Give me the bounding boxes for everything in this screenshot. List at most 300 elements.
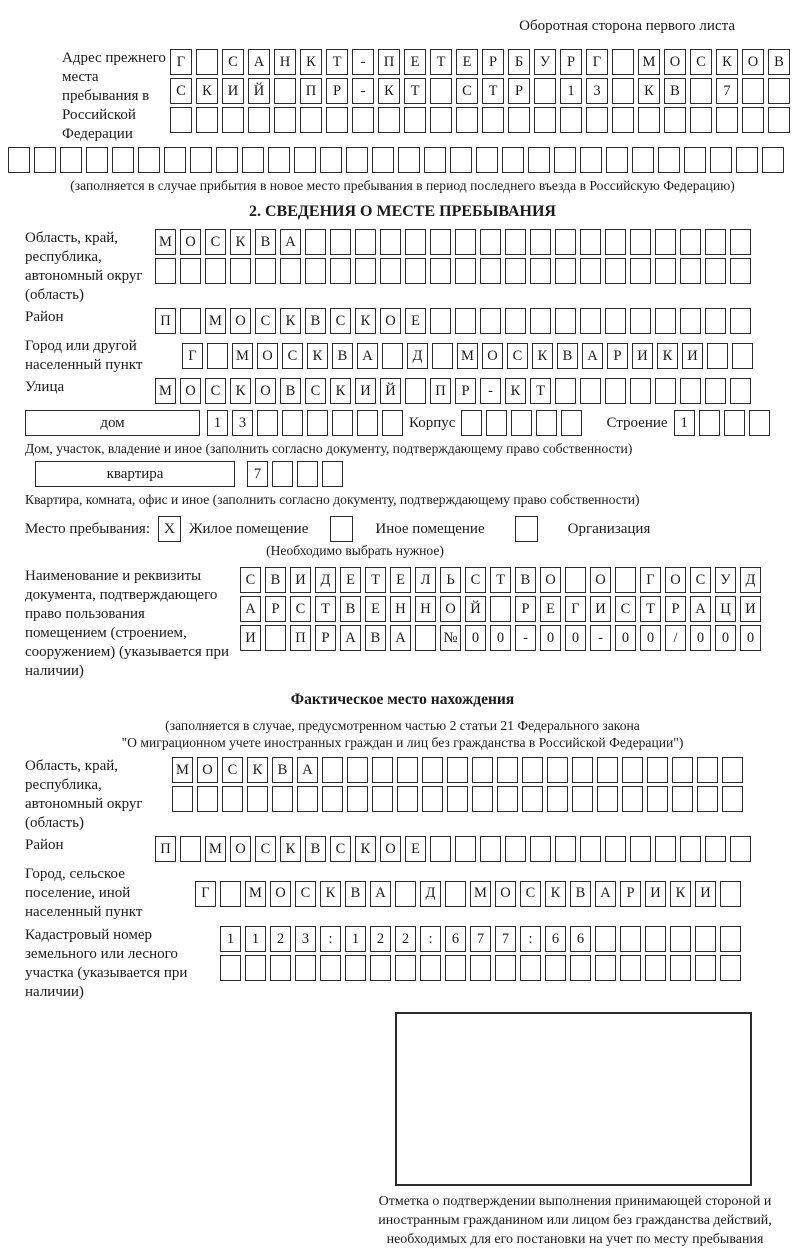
char-cell[interactable] bbox=[605, 378, 626, 404]
char-cell[interactable] bbox=[505, 308, 526, 334]
char-cell[interactable] bbox=[355, 229, 376, 255]
char-cell[interactable]: С bbox=[255, 308, 276, 334]
char-cell[interactable] bbox=[555, 258, 576, 284]
char-cell[interactable] bbox=[352, 107, 374, 133]
char-cell[interactable]: - bbox=[352, 49, 374, 75]
char-cell[interactable] bbox=[586, 107, 608, 133]
char-cell[interactable] bbox=[597, 786, 618, 812]
char-cell[interactable] bbox=[430, 836, 451, 862]
char-cell[interactable] bbox=[597, 757, 618, 783]
char-cell[interactable] bbox=[138, 147, 160, 173]
char-cell[interactable] bbox=[380, 258, 401, 284]
char-cell[interactable]: К bbox=[320, 881, 341, 907]
char-cell[interactable] bbox=[455, 308, 476, 334]
char-cell[interactable]: А bbox=[390, 625, 411, 651]
char-cell[interactable] bbox=[622, 786, 643, 812]
char-cell[interactable]: Т bbox=[482, 78, 504, 104]
char-cell[interactable]: П bbox=[300, 78, 322, 104]
char-cell[interactable] bbox=[530, 229, 551, 255]
char-cell[interactable] bbox=[326, 107, 348, 133]
char-cell[interactable]: И bbox=[355, 378, 376, 404]
char-cell[interactable] bbox=[445, 881, 466, 907]
char-cell[interactable] bbox=[430, 107, 452, 133]
char-cell[interactable]: И bbox=[290, 567, 311, 593]
char-cell[interactable]: В bbox=[664, 78, 686, 104]
char-cell[interactable] bbox=[370, 955, 391, 981]
char-cell[interactable] bbox=[205, 258, 226, 284]
char-cell[interactable] bbox=[355, 258, 376, 284]
char-cell[interactable] bbox=[155, 258, 176, 284]
char-cell[interactable] bbox=[8, 147, 30, 173]
checkbox-organization[interactable] bbox=[515, 516, 538, 542]
char-cell[interactable]: И bbox=[645, 881, 666, 907]
char-cell[interactable]: Т bbox=[404, 78, 426, 104]
char-cell[interactable]: Г bbox=[182, 343, 203, 369]
char-cell[interactable]: 3 bbox=[295, 926, 316, 952]
char-cell[interactable]: С bbox=[465, 567, 486, 593]
char-cell[interactable]: С bbox=[507, 343, 528, 369]
char-cell[interactable]: 7 bbox=[247, 461, 268, 487]
char-cell[interactable] bbox=[397, 757, 418, 783]
char-cell[interactable]: В bbox=[265, 567, 286, 593]
char-cell[interactable] bbox=[495, 955, 516, 981]
char-cell[interactable] bbox=[630, 258, 651, 284]
char-cell[interactable]: С bbox=[520, 881, 541, 907]
char-cell[interactable]: В bbox=[332, 343, 353, 369]
char-cell[interactable] bbox=[447, 786, 468, 812]
char-cell[interactable]: 0 bbox=[465, 625, 486, 651]
char-cell[interactable]: О bbox=[180, 229, 201, 255]
char-cell[interactable]: С bbox=[330, 836, 351, 862]
char-cell[interactable]: Е bbox=[456, 49, 478, 75]
char-cell[interactable] bbox=[762, 147, 784, 173]
char-cell[interactable]: 0 bbox=[690, 625, 711, 651]
char-cell[interactable] bbox=[684, 147, 706, 173]
char-cell[interactable] bbox=[382, 343, 403, 369]
house-type-box[interactable]: дом bbox=[25, 410, 200, 436]
char-cell[interactable]: В bbox=[557, 343, 578, 369]
char-cell[interactable] bbox=[742, 107, 764, 133]
char-cell[interactable] bbox=[430, 78, 452, 104]
char-cell[interactable]: М bbox=[457, 343, 478, 369]
char-cell[interactable]: : bbox=[320, 926, 341, 952]
char-cell[interactable]: К bbox=[330, 378, 351, 404]
char-cell[interactable] bbox=[372, 786, 393, 812]
char-cell[interactable] bbox=[680, 378, 701, 404]
char-cell[interactable]: А bbox=[280, 229, 301, 255]
char-cell[interactable] bbox=[570, 955, 591, 981]
char-cell[interactable] bbox=[415, 625, 436, 651]
char-cell[interactable]: А bbox=[582, 343, 603, 369]
char-cell[interactable] bbox=[680, 229, 701, 255]
char-cell[interactable]: Л bbox=[415, 567, 436, 593]
char-cell[interactable] bbox=[347, 757, 368, 783]
char-cell[interactable]: 7 bbox=[470, 926, 491, 952]
char-cell[interactable] bbox=[255, 258, 276, 284]
char-cell[interactable] bbox=[455, 258, 476, 284]
char-cell[interactable]: Й bbox=[248, 78, 270, 104]
char-cell[interactable]: С bbox=[205, 378, 226, 404]
char-cell[interactable] bbox=[658, 147, 680, 173]
char-cell[interactable] bbox=[730, 836, 751, 862]
char-cell[interactable] bbox=[730, 308, 751, 334]
char-cell[interactable]: А bbox=[370, 881, 391, 907]
char-cell[interactable] bbox=[680, 258, 701, 284]
char-cell[interactable]: О bbox=[590, 567, 611, 593]
char-cell[interactable] bbox=[405, 229, 426, 255]
char-cell[interactable]: П bbox=[430, 378, 451, 404]
char-cell[interactable]: В bbox=[305, 836, 326, 862]
char-cell[interactable] bbox=[528, 147, 550, 173]
char-cell[interactable]: В bbox=[255, 229, 276, 255]
char-cell[interactable]: / bbox=[665, 625, 686, 651]
char-cell[interactable] bbox=[530, 258, 551, 284]
char-cell[interactable] bbox=[730, 378, 751, 404]
char-cell[interactable] bbox=[555, 229, 576, 255]
char-cell[interactable] bbox=[472, 786, 493, 812]
char-cell[interactable] bbox=[632, 147, 654, 173]
char-cell[interactable]: О bbox=[495, 881, 516, 907]
char-cell[interactable] bbox=[705, 378, 726, 404]
char-cell[interactable] bbox=[722, 786, 743, 812]
char-cell[interactable] bbox=[522, 757, 543, 783]
char-cell[interactable]: С bbox=[282, 343, 303, 369]
char-cell[interactable]: О bbox=[540, 567, 561, 593]
char-cell[interactable]: М bbox=[470, 881, 491, 907]
char-cell[interactable]: М bbox=[155, 229, 176, 255]
char-cell[interactable] bbox=[295, 955, 316, 981]
char-cell[interactable] bbox=[247, 786, 268, 812]
char-cell[interactable] bbox=[690, 78, 712, 104]
char-cell[interactable] bbox=[655, 229, 676, 255]
char-cell[interactable] bbox=[638, 107, 660, 133]
char-cell[interactable]: Т bbox=[530, 378, 551, 404]
char-cell[interactable] bbox=[332, 410, 353, 436]
char-cell[interactable] bbox=[768, 107, 790, 133]
char-cell[interactable] bbox=[180, 308, 201, 334]
char-cell[interactable]: К bbox=[638, 78, 660, 104]
char-cell[interactable] bbox=[705, 308, 726, 334]
char-cell[interactable]: О bbox=[380, 836, 401, 862]
char-cell[interactable] bbox=[672, 786, 693, 812]
char-cell[interactable]: В bbox=[272, 757, 293, 783]
char-cell[interactable]: К bbox=[355, 836, 376, 862]
char-cell[interactable]: О bbox=[230, 308, 251, 334]
char-cell[interactable] bbox=[470, 955, 491, 981]
char-cell[interactable] bbox=[320, 147, 342, 173]
char-cell[interactable] bbox=[742, 78, 764, 104]
char-cell[interactable] bbox=[655, 836, 676, 862]
char-cell[interactable] bbox=[560, 107, 582, 133]
char-cell[interactable]: Н bbox=[415, 596, 436, 622]
char-cell[interactable] bbox=[86, 147, 108, 173]
char-cell[interactable] bbox=[207, 343, 228, 369]
char-cell[interactable] bbox=[612, 49, 634, 75]
char-cell[interactable] bbox=[405, 258, 426, 284]
char-cell[interactable] bbox=[511, 410, 532, 436]
char-cell[interactable] bbox=[645, 926, 666, 952]
char-cell[interactable] bbox=[672, 757, 693, 783]
char-cell[interactable] bbox=[322, 461, 343, 487]
char-cell[interactable] bbox=[722, 757, 743, 783]
char-cell[interactable] bbox=[670, 926, 691, 952]
char-cell[interactable]: К bbox=[280, 836, 301, 862]
char-cell[interactable] bbox=[455, 836, 476, 862]
char-cell[interactable] bbox=[705, 258, 726, 284]
char-cell[interactable] bbox=[172, 786, 193, 812]
char-cell[interactable]: К bbox=[196, 78, 218, 104]
char-cell[interactable] bbox=[720, 955, 741, 981]
char-cell[interactable]: 6 bbox=[445, 926, 466, 952]
char-cell[interactable]: Г bbox=[586, 49, 608, 75]
char-cell[interactable] bbox=[622, 757, 643, 783]
char-cell[interactable]: М bbox=[155, 378, 176, 404]
char-cell[interactable]: О bbox=[270, 881, 291, 907]
char-cell[interactable] bbox=[480, 229, 501, 255]
char-cell[interactable] bbox=[230, 258, 251, 284]
char-cell[interactable] bbox=[455, 229, 476, 255]
char-cell[interactable]: Р bbox=[482, 49, 504, 75]
char-cell[interactable] bbox=[307, 410, 328, 436]
char-cell[interactable]: Н bbox=[274, 49, 296, 75]
char-cell[interactable]: М bbox=[232, 343, 253, 369]
char-cell[interactable] bbox=[768, 78, 790, 104]
char-cell[interactable]: П bbox=[155, 836, 176, 862]
char-cell[interactable] bbox=[297, 461, 318, 487]
char-cell[interactable]: - bbox=[352, 78, 374, 104]
char-cell[interactable]: Й bbox=[465, 596, 486, 622]
char-cell[interactable] bbox=[555, 308, 576, 334]
char-cell[interactable]: О bbox=[257, 343, 278, 369]
char-cell[interactable]: О bbox=[180, 378, 201, 404]
char-cell[interactable] bbox=[430, 229, 451, 255]
char-cell[interactable]: Р bbox=[665, 596, 686, 622]
char-cell[interactable] bbox=[480, 836, 501, 862]
apartment-type-box[interactable]: квартира bbox=[35, 461, 235, 487]
char-cell[interactable] bbox=[322, 786, 343, 812]
char-cell[interactable]: О bbox=[380, 308, 401, 334]
char-cell[interactable] bbox=[378, 107, 400, 133]
char-cell[interactable] bbox=[620, 955, 641, 981]
char-cell[interactable]: 0 bbox=[565, 625, 586, 651]
char-cell[interactable] bbox=[305, 258, 326, 284]
char-cell[interactable]: - bbox=[590, 625, 611, 651]
char-cell[interactable] bbox=[680, 308, 701, 334]
char-cell[interactable] bbox=[536, 410, 557, 436]
char-cell[interactable]: К bbox=[300, 49, 322, 75]
char-cell[interactable] bbox=[330, 229, 351, 255]
char-cell[interactable] bbox=[595, 926, 616, 952]
char-cell[interactable]: К bbox=[670, 881, 691, 907]
char-cell[interactable] bbox=[461, 410, 482, 436]
char-cell[interactable] bbox=[274, 107, 296, 133]
char-cell[interactable] bbox=[480, 308, 501, 334]
char-cell[interactable] bbox=[530, 836, 551, 862]
char-cell[interactable]: 6 bbox=[545, 926, 566, 952]
char-cell[interactable] bbox=[561, 410, 582, 436]
char-cell[interactable]: С bbox=[305, 378, 326, 404]
char-cell[interactable] bbox=[630, 378, 651, 404]
char-cell[interactable]: Р bbox=[455, 378, 476, 404]
char-cell[interactable]: В bbox=[515, 567, 536, 593]
checkbox-residential[interactable]: X bbox=[158, 516, 181, 542]
char-cell[interactable] bbox=[505, 836, 526, 862]
char-cell[interactable] bbox=[395, 955, 416, 981]
char-cell[interactable]: 0 bbox=[615, 625, 636, 651]
char-cell[interactable] bbox=[620, 926, 641, 952]
char-cell[interactable]: У bbox=[534, 49, 556, 75]
char-cell[interactable]: В bbox=[305, 308, 326, 334]
char-cell[interactable] bbox=[522, 786, 543, 812]
char-cell[interactable]: С bbox=[290, 596, 311, 622]
char-cell[interactable] bbox=[655, 308, 676, 334]
char-cell[interactable] bbox=[697, 786, 718, 812]
char-cell[interactable] bbox=[490, 596, 511, 622]
char-cell[interactable]: О bbox=[197, 757, 218, 783]
char-cell[interactable]: № bbox=[440, 625, 461, 651]
char-cell[interactable]: 3 bbox=[586, 78, 608, 104]
char-cell[interactable] bbox=[190, 147, 212, 173]
char-cell[interactable] bbox=[60, 147, 82, 173]
char-cell[interactable]: К bbox=[247, 757, 268, 783]
char-cell[interactable] bbox=[222, 107, 244, 133]
char-cell[interactable] bbox=[612, 107, 634, 133]
char-cell[interactable]: - bbox=[480, 378, 501, 404]
char-cell[interactable]: С bbox=[170, 78, 192, 104]
char-cell[interactable] bbox=[505, 229, 526, 255]
char-cell[interactable]: 1 bbox=[220, 926, 241, 952]
char-cell[interactable] bbox=[170, 107, 192, 133]
char-cell[interactable] bbox=[430, 308, 451, 334]
char-cell[interactable]: О bbox=[482, 343, 503, 369]
char-cell[interactable] bbox=[647, 757, 668, 783]
char-cell[interactable]: П bbox=[290, 625, 311, 651]
char-cell[interactable]: 2 bbox=[395, 926, 416, 952]
char-cell[interactable] bbox=[268, 147, 290, 173]
char-cell[interactable] bbox=[695, 926, 716, 952]
char-cell[interactable]: Ц bbox=[715, 596, 736, 622]
char-cell[interactable]: С bbox=[690, 49, 712, 75]
char-cell[interactable] bbox=[34, 147, 56, 173]
char-cell[interactable] bbox=[482, 107, 504, 133]
char-cell[interactable]: М bbox=[205, 836, 226, 862]
char-cell[interactable]: П bbox=[378, 49, 400, 75]
char-cell[interactable]: Р bbox=[508, 78, 530, 104]
char-cell[interactable]: И bbox=[682, 343, 703, 369]
char-cell[interactable]: 3 bbox=[232, 410, 253, 436]
char-cell[interactable] bbox=[395, 881, 416, 907]
char-cell[interactable]: Р bbox=[315, 625, 336, 651]
char-cell[interactable]: И bbox=[632, 343, 653, 369]
char-cell[interactable]: Е bbox=[405, 308, 426, 334]
char-cell[interactable] bbox=[645, 955, 666, 981]
char-cell[interactable] bbox=[447, 757, 468, 783]
char-cell[interactable] bbox=[430, 258, 451, 284]
char-cell[interactable] bbox=[580, 258, 601, 284]
char-cell[interactable] bbox=[705, 836, 726, 862]
char-cell[interactable] bbox=[322, 757, 343, 783]
char-cell[interactable]: Т bbox=[365, 567, 386, 593]
char-cell[interactable] bbox=[534, 107, 556, 133]
char-cell[interactable] bbox=[486, 410, 507, 436]
char-cell[interactable]: К bbox=[280, 308, 301, 334]
char-cell[interactable] bbox=[647, 786, 668, 812]
char-cell[interactable] bbox=[382, 410, 403, 436]
char-cell[interactable]: Р bbox=[607, 343, 628, 369]
char-cell[interactable] bbox=[272, 786, 293, 812]
char-cell[interactable]: О bbox=[742, 49, 764, 75]
char-cell[interactable] bbox=[606, 147, 628, 173]
char-cell[interactable] bbox=[320, 955, 341, 981]
char-cell[interactable] bbox=[554, 147, 576, 173]
char-cell[interactable] bbox=[630, 229, 651, 255]
char-cell[interactable]: М bbox=[245, 881, 266, 907]
char-cell[interactable]: М bbox=[638, 49, 660, 75]
char-cell[interactable]: К bbox=[378, 78, 400, 104]
char-cell[interactable] bbox=[605, 258, 626, 284]
char-cell[interactable] bbox=[664, 107, 686, 133]
char-cell[interactable]: С bbox=[690, 567, 711, 593]
char-cell[interactable]: Е bbox=[540, 596, 561, 622]
char-cell[interactable]: О bbox=[255, 378, 276, 404]
char-cell[interactable] bbox=[605, 308, 626, 334]
char-cell[interactable]: О bbox=[665, 567, 686, 593]
char-cell[interactable] bbox=[630, 836, 651, 862]
char-cell[interactable]: Д bbox=[407, 343, 428, 369]
char-cell[interactable] bbox=[530, 308, 551, 334]
char-cell[interactable]: Р bbox=[326, 78, 348, 104]
char-cell[interactable] bbox=[547, 786, 568, 812]
char-cell[interactable] bbox=[445, 955, 466, 981]
char-cell[interactable]: К bbox=[355, 308, 376, 334]
char-cell[interactable] bbox=[248, 107, 270, 133]
char-cell[interactable] bbox=[572, 786, 593, 812]
char-cell[interactable]: : bbox=[520, 926, 541, 952]
char-cell[interactable] bbox=[282, 410, 303, 436]
char-cell[interactable] bbox=[294, 147, 316, 173]
char-cell[interactable]: : bbox=[420, 926, 441, 952]
char-cell[interactable] bbox=[222, 786, 243, 812]
char-cell[interactable]: Н bbox=[390, 596, 411, 622]
char-cell[interactable]: К bbox=[505, 378, 526, 404]
char-cell[interactable]: С bbox=[222, 757, 243, 783]
char-cell[interactable] bbox=[655, 378, 676, 404]
char-cell[interactable]: П bbox=[155, 308, 176, 334]
char-cell[interactable] bbox=[595, 955, 616, 981]
char-cell[interactable] bbox=[612, 78, 634, 104]
char-cell[interactable] bbox=[274, 78, 296, 104]
char-cell[interactable]: Г bbox=[195, 881, 216, 907]
char-cell[interactable]: 0 bbox=[640, 625, 661, 651]
char-cell[interactable]: Р bbox=[265, 596, 286, 622]
char-cell[interactable] bbox=[707, 343, 728, 369]
char-cell[interactable]: Т bbox=[490, 567, 511, 593]
char-cell[interactable]: В bbox=[280, 378, 301, 404]
char-cell[interactable] bbox=[220, 881, 241, 907]
char-cell[interactable] bbox=[245, 955, 266, 981]
char-cell[interactable]: Т bbox=[640, 596, 661, 622]
char-cell[interactable] bbox=[732, 343, 753, 369]
char-cell[interactable] bbox=[305, 229, 326, 255]
char-cell[interactable] bbox=[730, 258, 751, 284]
char-cell[interactable]: 1 bbox=[345, 926, 366, 952]
char-cell[interactable] bbox=[710, 147, 732, 173]
char-cell[interactable]: 2 bbox=[370, 926, 391, 952]
char-cell[interactable] bbox=[724, 410, 745, 436]
char-cell[interactable]: Г bbox=[640, 567, 661, 593]
char-cell[interactable] bbox=[300, 107, 322, 133]
char-cell[interactable] bbox=[372, 147, 394, 173]
